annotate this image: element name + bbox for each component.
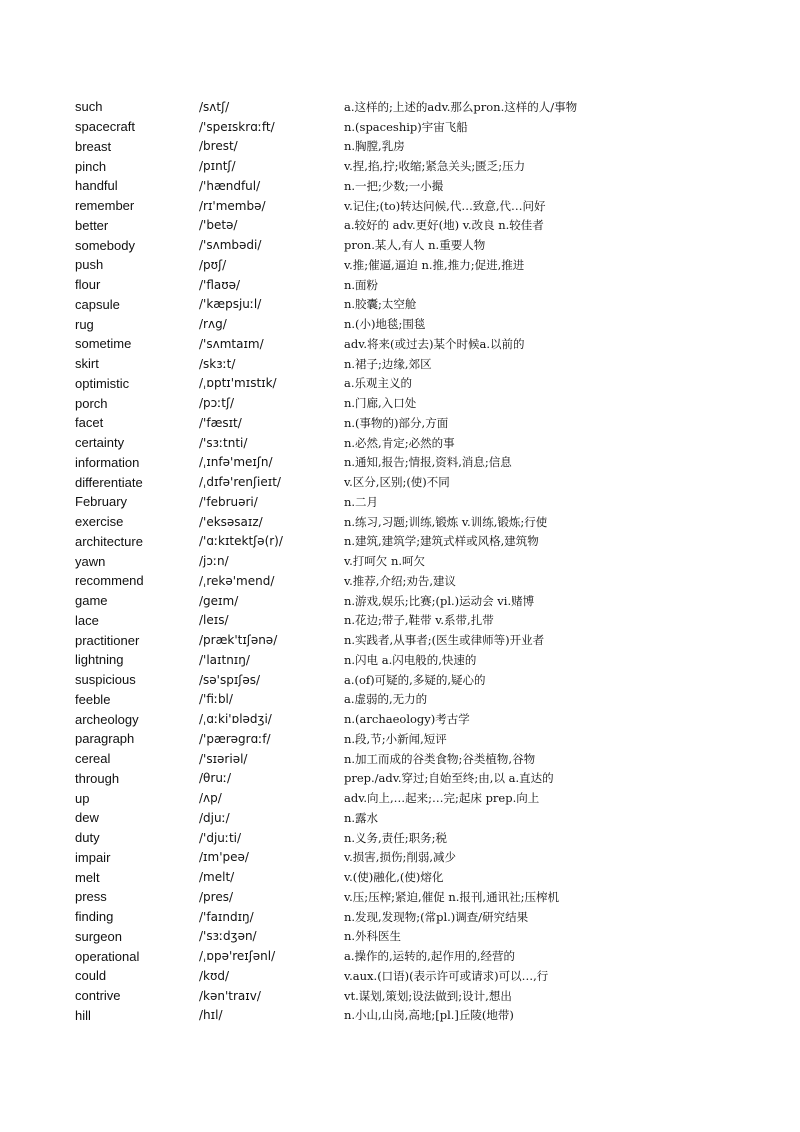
vocab-entry — [75, 374, 775, 394]
entry-phonetic: /'sɪəriəl/ — [199, 751, 248, 766]
entry-phonetic: /'februəri/ — [199, 494, 258, 509]
entry-word: game — [75, 593, 108, 609]
vocab-entry — [75, 1006, 775, 1026]
entry-phonetic: /'eksəsaɪz/ — [199, 514, 263, 529]
entry-definition: v.区分,区别;(使)不同 — [344, 475, 450, 490]
entry-definition: v.推荐,介绍;劝告,建议 — [344, 573, 456, 588]
entry-word: differentiate — [75, 474, 143, 490]
entry-word: up — [75, 790, 90, 806]
entry-definition: n.段,节;小新闻,短评 — [344, 731, 447, 746]
entry-word: paragraph — [75, 731, 135, 747]
entry-word: breast — [75, 138, 112, 154]
entry-word: certainty — [75, 435, 125, 451]
vocab-entry — [75, 532, 775, 552]
vocab-entry — [75, 413, 775, 433]
entry-word: impair — [75, 849, 111, 865]
entry-phonetic: /pres/ — [199, 889, 234, 904]
vocab-entry — [75, 235, 775, 255]
entry-phonetic: /pʊʃ/ — [199, 257, 227, 272]
entry-phonetic: /'sɜːdʒən/ — [199, 929, 257, 944]
entry-word: optimistic — [75, 375, 130, 391]
vocab-entry — [75, 927, 775, 947]
entry-word: architecture — [75, 533, 143, 549]
entry-phonetic: /θruː/ — [199, 771, 232, 786]
vocab-entry — [75, 551, 775, 571]
vocab-entry — [75, 887, 775, 907]
entry-word: handful — [75, 178, 118, 194]
entry-word: suspicious — [75, 672, 136, 688]
entry-definition: n.通知,报告;情报,资料,消息;信息 — [344, 455, 512, 470]
entry-phonetic: /kʊd/ — [199, 968, 230, 983]
entry-definition: a.这样的;上述的adv.那么pron.这样的人/事物 — [344, 99, 578, 114]
entry-definition: n.实践者,从事者;(医生或律师等)开业者 — [344, 633, 545, 648]
entry-definition: v.(使)融化,(使)熔化 — [344, 870, 444, 885]
entry-word: finding — [75, 909, 114, 925]
entry-definition: n.闪电 a.闪电般的,快速的 — [344, 652, 477, 667]
entry-definition: n.二月 — [344, 494, 379, 509]
vocab-entry — [75, 709, 775, 729]
entry-definition: prep./adv.穿过;自始至终;由,以 a.直达的 — [344, 771, 554, 786]
entry-definition: n.花边;带子,鞋带 v.系带,扎带 — [344, 613, 494, 628]
entry-word: flour — [75, 277, 101, 293]
entry-word: operational — [75, 948, 140, 964]
vocab-entry — [75, 828, 775, 848]
vocab-entry — [75, 512, 775, 532]
entry-definition: n.胸膛,乳房 — [344, 139, 405, 154]
entry-phonetic: /geɪm/ — [199, 593, 239, 608]
entry-phonetic: /brest/ — [199, 139, 238, 154]
entry-definition: v.打呵欠 n.呵欠 — [344, 554, 426, 569]
entry-definition: vt.谋划,策划;设法做到;设计,想出 — [344, 988, 512, 1003]
vocab-entry — [75, 986, 775, 1006]
vocab-entry — [75, 314, 775, 334]
entry-word: capsule — [75, 296, 120, 312]
entry-definition: v.损害,损伤;削弱,减少 — [344, 850, 456, 865]
entry-definition: n.露水 — [344, 810, 379, 825]
entry-definition: v.aux.(口语)(表示许可或请求)可以…,行 — [344, 968, 549, 983]
entry-definition: n.小山,山岗,高地;[pl.]丘陵(地带) — [344, 1008, 514, 1023]
entry-definition: n.裙子;边缘,郊区 — [344, 356, 432, 371]
entry-definition: n.发现,发现物;(常pl.)调查/研究结果 — [344, 909, 529, 924]
entry-phonetic: /pɔːtʃ/ — [199, 396, 235, 411]
entry-phonetic: /'djuːti/ — [199, 830, 242, 845]
vocab-entry — [75, 788, 775, 808]
entry-phonetic: /sə'spɪʃəs/ — [199, 672, 261, 687]
entry-word: press — [75, 889, 107, 905]
entry-phonetic: /'fæsɪt/ — [199, 415, 242, 430]
entry-word: such — [75, 99, 103, 115]
entry-phonetic: /ˌɑːki'ɒlədʒi/ — [199, 712, 272, 727]
entry-word: through — [75, 770, 120, 786]
vocab-entry — [75, 749, 775, 769]
vocab-entry — [75, 650, 775, 670]
entry-phonetic: /ˌdɪfə'renʃieɪt/ — [199, 475, 281, 490]
entry-word: rug — [75, 316, 94, 332]
entry-definition: n.胶囊;太空舱 — [344, 297, 417, 312]
entry-phonetic: /ˌrekə'mend/ — [199, 573, 275, 588]
entry-word: contrive — [75, 988, 121, 1004]
entry-word: practitioner — [75, 632, 140, 648]
entry-definition: adv.向上,…起来;…完;起床 prep.向上 — [344, 791, 540, 806]
vocab-entry — [75, 393, 775, 413]
entry-word: melt — [75, 869, 100, 885]
entry-definition: a.较好的 adv.更好(地) v.改良 n.较佳者 — [344, 218, 544, 233]
vocab-entry — [75, 611, 775, 631]
entry-definition: a.操作的,运转的,起作用的,经营的 — [344, 949, 515, 964]
entry-phonetic: /'sɜːtnti/ — [199, 435, 248, 450]
vocab-entry — [75, 453, 775, 473]
vocab-entry — [75, 433, 775, 453]
vocab-entry — [75, 690, 775, 710]
entry-phonetic: /'speɪskrɑːft/ — [199, 119, 275, 134]
vocab-entry — [75, 966, 775, 986]
entry-definition: v.压;压榨;紧迫,催促 n.报刊,通讯社;压榨机 — [344, 889, 559, 904]
entry-word: cereal — [75, 751, 111, 767]
entry-phonetic: /skɜːt/ — [199, 356, 236, 371]
vocab-entry — [75, 117, 775, 137]
vocab-entry — [75, 255, 775, 275]
entry-definition: n.外科医生 — [344, 929, 402, 944]
entry-definition: n.游戏,娱乐;比赛;(pl.)运动会 vi.赌博 — [344, 593, 535, 608]
vocab-entry — [75, 867, 775, 887]
vocab-entry — [75, 492, 775, 512]
vocab-entry — [75, 571, 775, 591]
entry-phonetic: /ˌɒptɪ'mɪstɪk/ — [199, 376, 277, 391]
entry-phonetic: /'hændful/ — [199, 178, 261, 193]
entry-word: better — [75, 217, 109, 233]
entry-definition: a.乐观主义的 — [344, 376, 413, 391]
vocab-entry — [75, 946, 775, 966]
entry-word: lace — [75, 612, 99, 628]
vocab-entry — [75, 176, 775, 196]
entry-definition: a.(of)可疑的,多疑的,疑心的 — [344, 672, 486, 687]
vocabulary-list — [75, 97, 775, 1025]
vocab-entry — [75, 630, 775, 650]
vocab-entry — [75, 907, 775, 927]
vocab-entry — [75, 472, 775, 492]
entry-definition: v.推;催逼,逼迫 n.推,推力;促进,推进 — [344, 257, 525, 272]
vocab-entry — [75, 769, 775, 789]
entry-word: could — [75, 968, 107, 984]
entry-definition: n.义务,责任;职务;税 — [344, 830, 447, 845]
entry-definition: a.虚弱的,无力的 — [344, 692, 428, 707]
entry-phonetic: /djuː/ — [199, 810, 230, 825]
entry-word: feeble — [75, 691, 111, 707]
entry-word: exercise — [75, 514, 124, 530]
entry-definition: n.(archaeology)考古学 — [344, 712, 470, 727]
entry-word: pinch — [75, 158, 107, 174]
entry-phonetic: /ʌp/ — [199, 791, 222, 806]
entry-phonetic: /'sʌmbədi/ — [199, 238, 262, 253]
entry-phonetic: /ˌɪnfə'meɪʃn/ — [199, 455, 273, 470]
entry-word: recommend — [75, 573, 144, 589]
entry-phonetic: /hɪl/ — [199, 1008, 223, 1023]
entry-phonetic: /'laɪtnɪŋ/ — [199, 652, 250, 667]
entry-definition: n.(事物的)部分,方面 — [344, 415, 449, 430]
entry-phonetic: /jɔːn/ — [199, 554, 229, 569]
vocab-entry — [75, 196, 775, 216]
entry-word: dew — [75, 810, 99, 826]
entry-word: remember — [75, 198, 135, 214]
entry-word: porch — [75, 395, 108, 411]
entry-definition: n.面粉 — [344, 277, 379, 292]
vocab-entry — [75, 591, 775, 611]
entry-word: information — [75, 454, 140, 470]
vocab-entry — [75, 670, 775, 690]
entry-definition: n.(小)地毯;围毯 — [344, 317, 426, 332]
entry-word: yawn — [75, 553, 106, 569]
vocab-entry — [75, 808, 775, 828]
entry-definition: n.加工而成的谷类食物;谷类植物,谷物 — [344, 751, 536, 766]
entry-phonetic: /'faɪndɪŋ/ — [199, 909, 254, 924]
entry-word: surgeon — [75, 928, 122, 944]
entry-word: archeology — [75, 711, 139, 727]
entry-phonetic: /'flaʊə/ — [199, 277, 241, 292]
entry-phonetic: /præk'tɪʃənə/ — [199, 633, 278, 648]
entry-word: facet — [75, 415, 104, 431]
entry-word: February — [75, 494, 128, 510]
entry-word: sometime — [75, 336, 132, 352]
entry-definition: adv.将来(或过去)某个时候a.以前的 — [344, 336, 525, 351]
entry-definition: n.(spaceship)宇宙飞船 — [344, 119, 468, 134]
entry-phonetic: /'kæpsjuːl/ — [199, 297, 262, 312]
entry-phonetic: /'fiːbl/ — [199, 692, 233, 707]
vocab-entry — [75, 156, 775, 176]
entry-phonetic: /'ɑːkɪtektʃə(r)/ — [199, 534, 283, 549]
vocab-entry — [75, 334, 775, 354]
entry-phonetic: /rɪ'membə/ — [199, 198, 266, 213]
entry-definition: n.必然,肯定;必然的事 — [344, 435, 455, 450]
vocab-entry — [75, 137, 775, 157]
entry-phonetic: /ˌɒpə'reɪʃənl/ — [199, 949, 276, 964]
entry-word: somebody — [75, 237, 135, 253]
entry-phonetic: /leɪs/ — [199, 613, 229, 628]
vocab-entry — [75, 295, 775, 315]
entry-definition: pron.某人,有人 n.重要人物 — [344, 238, 486, 253]
entry-phonetic: /'betə/ — [199, 218, 238, 233]
entry-definition: n.建筑,建筑学;建筑式样或风格,建筑物 — [344, 534, 539, 549]
vocab-entry — [75, 275, 775, 295]
entry-phonetic: /'pærəgrɑːf/ — [199, 731, 271, 746]
entry-definition: n.练习,习题;训练,锻炼 v.训练,锻炼;行使 — [344, 514, 548, 529]
vocab-entry — [75, 729, 775, 749]
vocab-entry — [75, 216, 775, 236]
entry-phonetic: /melt/ — [199, 870, 235, 885]
entry-word: hill — [75, 1007, 91, 1023]
entry-phonetic: /pɪntʃ/ — [199, 159, 236, 174]
entry-phonetic: /kən'traɪv/ — [199, 988, 261, 1003]
entry-word: duty — [75, 830, 100, 846]
vocab-entry — [75, 97, 775, 117]
entry-phonetic: /'sʌmtaɪm/ — [199, 336, 264, 351]
entry-phonetic: /ɪm'peə/ — [199, 850, 249, 865]
entry-phonetic: /rʌg/ — [199, 317, 227, 332]
vocab-entry — [75, 848, 775, 868]
entry-definition: v.捏,掐,拧;收缩;紧急关头;匮乏;压力 — [344, 159, 526, 174]
entry-word: push — [75, 257, 104, 273]
entry-word: spacecraft — [75, 119, 135, 135]
entry-phonetic: /sʌtʃ/ — [199, 99, 230, 114]
entry-definition: n.一把;少数;一小撮 — [344, 178, 444, 193]
entry-definition: v.记住;(to)转达问候,代…致意,代…问好 — [344, 198, 546, 213]
entry-word: skirt — [75, 356, 99, 372]
entry-word: lightning — [75, 652, 124, 668]
vocab-entry — [75, 354, 775, 374]
entry-definition: n.门廊,入口处 — [344, 396, 417, 411]
